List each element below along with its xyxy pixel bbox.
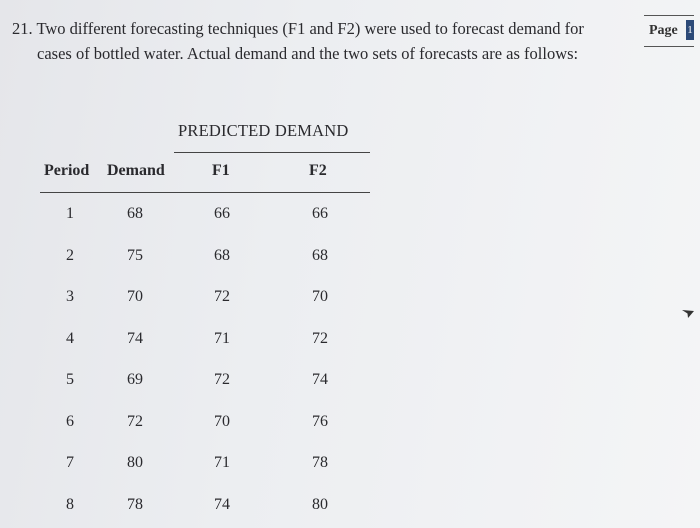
cell-f1: 72 <box>214 288 230 305</box>
column-header-period: Period <box>44 162 90 179</box>
cell-demand: 70 <box>127 288 143 305</box>
cell-f1: 72 <box>214 371 230 388</box>
page-label: Page <box>649 23 678 38</box>
page-number: 1 <box>686 20 694 40</box>
group-header-rule <box>174 152 370 153</box>
cell-f1: 71 <box>214 330 230 347</box>
question-line-1: 21. Two different forecasting techniques (F1 and F2) were used to forecast demand for <box>12 19 584 38</box>
cell-period: 2 <box>66 247 74 264</box>
cell-demand: 80 <box>127 454 143 471</box>
cell-f2: 72 <box>312 330 328 347</box>
cell-f2: 70 <box>312 288 328 305</box>
header-rule <box>40 192 370 193</box>
cell-f2: 78 <box>312 454 328 471</box>
cell-f2: 66 <box>312 205 328 222</box>
cell-period: 7 <box>66 454 74 471</box>
question-text <box>12 16 652 66</box>
question-line-2: cases of bottled water. Actual demand and the two sets of forecasts are as follows: <box>37 44 579 63</box>
cell-demand: 74 <box>127 330 143 347</box>
cell-demand: 69 <box>127 371 143 388</box>
cell-f2: 80 <box>312 496 328 513</box>
cell-period: 4 <box>66 330 74 347</box>
cell-period: 6 <box>66 413 74 430</box>
cell-f1: 70 <box>214 413 230 430</box>
cell-f1: 71 <box>214 454 230 471</box>
column-header-f1: F1 <box>212 162 230 179</box>
cell-demand: 68 <box>127 205 143 222</box>
cell-period: 8 <box>66 496 74 513</box>
cell-demand: 78 <box>127 496 143 513</box>
cell-period: 3 <box>66 288 74 305</box>
column-header-f2: F2 <box>309 162 327 179</box>
column-header-demand: Demand <box>107 162 165 179</box>
cell-demand: 72 <box>127 413 143 430</box>
cell-f2: 68 <box>312 247 328 264</box>
cell-period: 5 <box>66 371 74 388</box>
cell-period: 1 <box>66 205 74 222</box>
cell-f1: 74 <box>214 496 230 513</box>
cell-demand: 75 <box>127 247 143 264</box>
cell-f2: 76 <box>312 413 328 430</box>
page-indicator[interactable] <box>644 15 694 47</box>
cell-f2: 74 <box>312 371 328 388</box>
predicted-demand-header: PREDICTED DEMAND <box>178 121 349 140</box>
cell-f1: 68 <box>214 247 230 264</box>
cell-f1: 66 <box>214 205 230 222</box>
mouse-pointer-icon <box>681 305 695 319</box>
